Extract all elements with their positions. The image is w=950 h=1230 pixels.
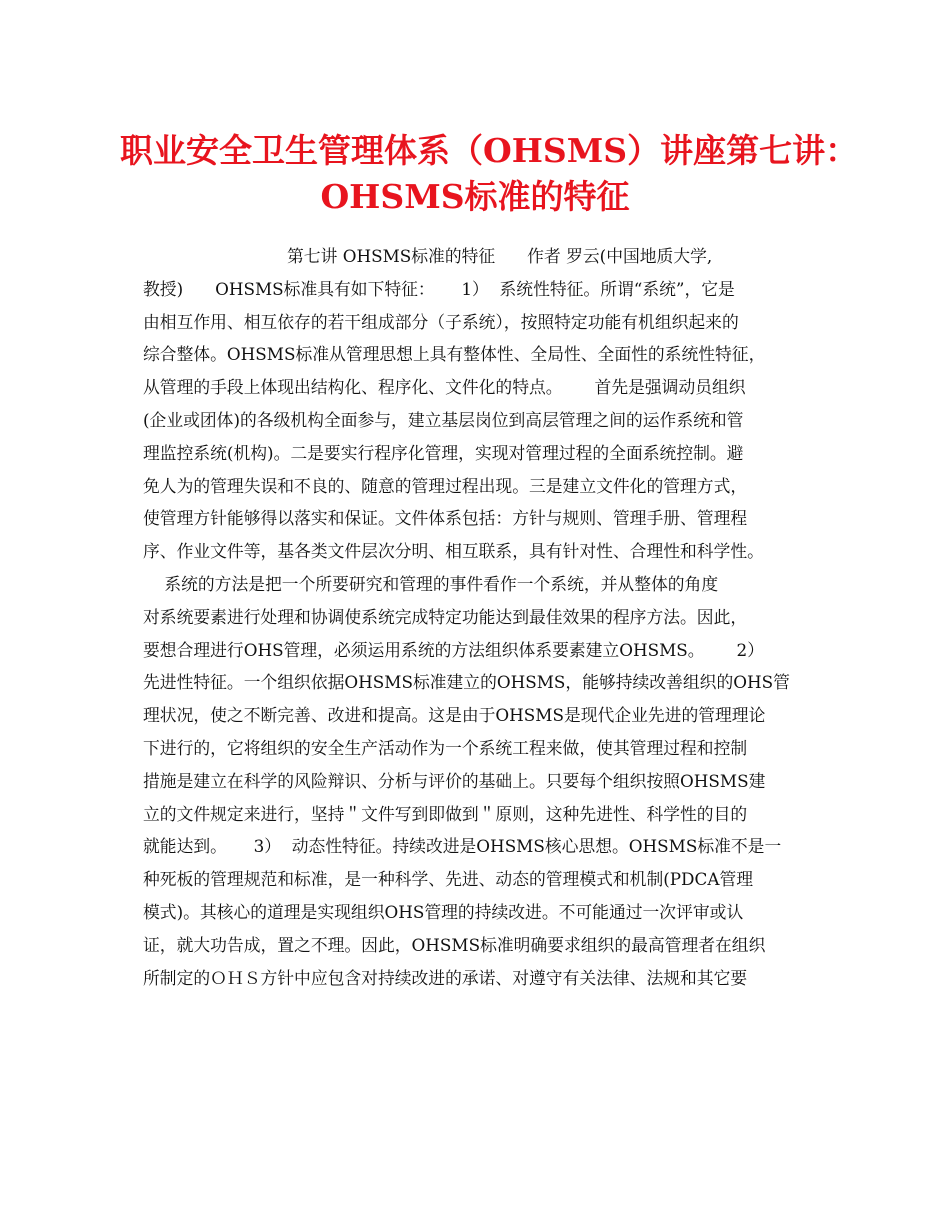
body-line: (企业或团体)的各级机构全面参与，建立基层岗位到高层管理之间的运作系统和管 [143, 409, 744, 430]
body-line: 立的文件规定来进行，坚持＂文件写到即做到＂原则，这种先进性、科学性的目的 [143, 803, 748, 824]
body-line: 理监控系统(机构)。二是要实行程序化管理，实现对管理过程的全面系统控制。避 [143, 442, 744, 463]
body-line: 要想合理进行OHS管理，必须运用系统的方法组织体系要素建立OHSMS。 2） [143, 639, 765, 660]
body-line: 模式)。其核心的道理是实现组织OHS管理的持续改进。不可能通过一次评审或认 [143, 901, 744, 922]
body-line: 序、作业文件等，基各类文件层次分明、相互联系，具有针对性、合理性和科学性。 [143, 541, 764, 562]
title-line-1: 职业安全卫生管理体系（OHSMS）讲座第七讲： [120, 131, 859, 170]
body-line: 所制定的ＯＨＳ方针中应包含对持续改进的承诺、对遵守有关法律、法规和其它要 [143, 967, 748, 988]
title-line-2: OHSMS标准的特征 [320, 177, 630, 216]
body-line: 由相互作用、相互依存的若干组成部分（子系统），按照特定功能有机组织起来的 [143, 311, 739, 332]
body-line: 使管理方针能够得以落实和保证。文件体系包括：方针与规则、管理手册、管理程 [143, 508, 748, 529]
document-title [120, 128, 859, 220]
body-line: 免人为的管理失误和不良的、随意的管理过程出现。三是建立文件化的管理方式， [143, 475, 748, 496]
body-line: 证，就大功告成，置之不理。因此，OHSMS标准明确要求组织的最高管理者在组织 [143, 934, 766, 955]
body-line: 下进行的，它将组织的安全生产活动作为一个系统工程来做，使其管理过程和控制 [143, 737, 748, 758]
body-line: 先进性特征。一个组织依据OHSMS标准建立的OHSMS，能够持续改善组织的OHS管 [143, 672, 790, 693]
document-body [143, 240, 823, 994]
body-line: 种死板的管理规范和标准，是一种科学、先进、动态的管理模式和机制(PDCA管理 [143, 869, 754, 890]
body-line: 教授) OHSMS标准具有如下特征： 1） 系统性特征。所谓“系统”，它是 [143, 278, 735, 299]
body-line: 就能达到。 3） 动态性特征。持续改进是OHSMS核心思想。OHSMS标准不是一 [143, 836, 782, 857]
body-line: 理状况，使之不断完善、改进和提高。这是由于OHSMS是现代企业先进的管理理论 [143, 705, 766, 726]
body-line: 综合整体。OHSMS标准从管理思想上具有整体性、全局性、全面性的系统性特征， [143, 344, 766, 365]
body-line: 系统的方法是把一个所要研究和管理的事件看作一个系统，并从整体的角度 [143, 573, 719, 594]
body-line: 措施是建立在科学的风险辩识、分析与评价的基础上。只要每个组织按照OHSMS建 [143, 770, 766, 791]
body-line: 从管理的手段上体现出结构化、程序化、文件化的特点。 首先是强调动员组织 [143, 377, 746, 398]
body-line: 对系统要素进行处理和协调使系统完成特定功能达到最佳效果的程序方法。因此， [143, 606, 748, 627]
body-line: 第七讲 OHSMS标准的特征 作者 罗云(中国地质大学, [143, 246, 713, 266]
